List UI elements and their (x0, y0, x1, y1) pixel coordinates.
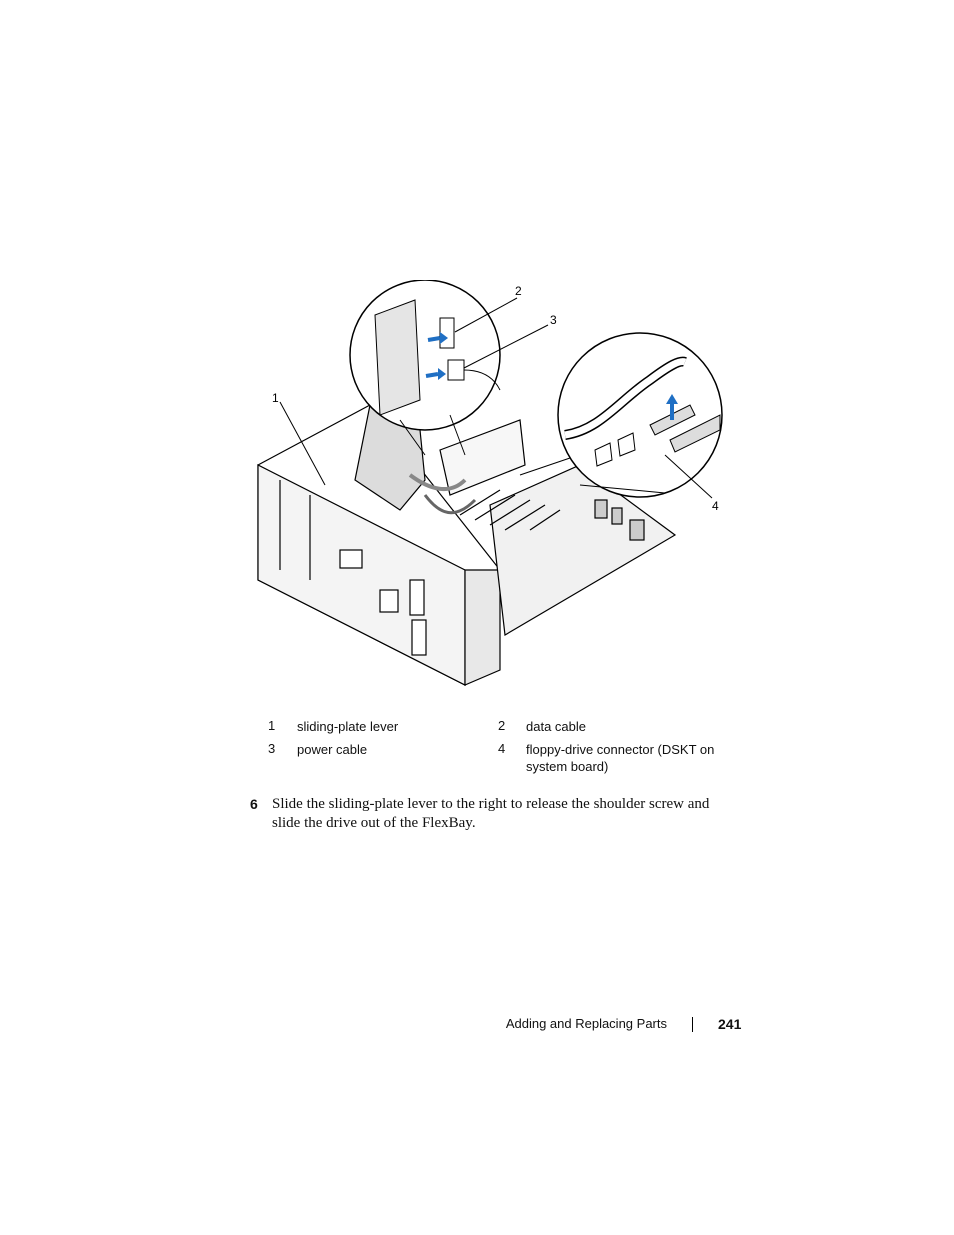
legend-number: 1 (268, 718, 276, 733)
footer-divider (692, 1017, 693, 1032)
footer-section-title: Adding and Replacing Parts (505, 1016, 667, 1031)
page-number: 241 (718, 1016, 742, 1032)
chassis-illustration (250, 280, 730, 690)
legend-number: 2 (498, 718, 506, 733)
callout-4: 4 (712, 499, 719, 513)
callout-3: 3 (550, 313, 557, 327)
callout-2: 2 (515, 284, 522, 298)
legend-label: power cable (297, 742, 368, 757)
callout-1: 1 (272, 391, 279, 405)
legend-number: 3 (268, 741, 276, 756)
legend-label: floppy-drive connector (DSKT on system board) (526, 742, 715, 774)
legend-label: sliding-plate lever (297, 719, 399, 734)
step-number: 6 (250, 796, 258, 812)
legend-label: data cable (526, 719, 586, 734)
chassis-drawing (250, 280, 730, 690)
step-text: Slide the sliding-plate lever to the right to release the shoulder screw and slide the drive out of the FlexBay. (272, 796, 710, 831)
legend-number: 4 (498, 741, 506, 756)
detail-circle-connector (520, 333, 722, 497)
